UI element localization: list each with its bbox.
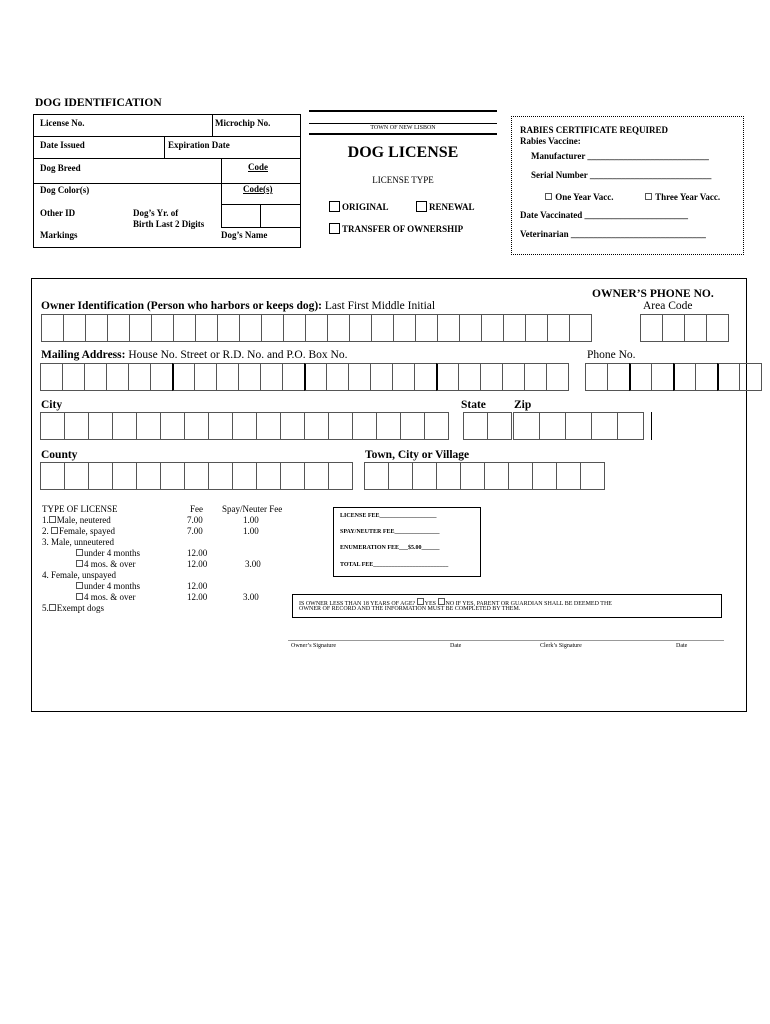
character-cell[interactable] [327,314,350,342]
fee-row-female-unspayed: 4. Female, unspayed [42,570,116,580]
total-fee-field[interactable]: TOTAL FEE_________________________ [340,562,449,568]
character-cell[interactable] [40,363,63,391]
character-cell[interactable] [256,462,281,490]
owners-phone-heading: OWNER’S PHONE NO. [592,288,714,300]
character-cell[interactable] [208,412,233,440]
other-id-label[interactable]: Other ID [40,208,76,218]
character-cell[interactable] [40,462,65,490]
fee-value: 12.00 [187,581,208,591]
zip-cells[interactable] [513,412,643,440]
spay-value: 3.00 [243,592,259,602]
expiration-date-label[interactable]: Expiration Date [168,140,230,150]
character-cell[interactable] [160,412,185,440]
serial-number-field[interactable]: Serial Number ___________________________ [531,170,712,180]
exempt-checkbox[interactable] [49,604,56,611]
fee-value: 12.00 [187,548,208,558]
character-cell[interactable] [107,314,130,342]
character-cell[interactable] [565,412,592,440]
markings-label[interactable]: Markings [40,230,78,240]
clerk-signature-label[interactable]: Clerk’s Signature [540,643,582,649]
character-cell[interactable] [739,363,762,391]
area-code-label: Area Code [643,300,693,312]
character-cell[interactable] [85,314,108,342]
county-cells[interactable] [40,462,352,490]
one-year-vacc-option[interactable]: One Year Vacc. [545,192,614,202]
character-cell[interactable] [63,314,86,342]
character-cell[interactable] [217,314,240,342]
character-cell[interactable] [591,412,618,440]
one-year-checkbox[interactable] [545,193,552,200]
character-cell[interactable] [261,314,284,342]
type-of-license-heading: TYPE OF LICENSE [42,504,118,514]
renewal-option[interactable]: RENEWAL [416,201,475,212]
character-cell[interactable] [480,363,503,391]
character-cell[interactable] [128,363,151,391]
fee-value: 7.00 [187,515,203,525]
character-cell[interactable] [400,412,425,440]
fee-value: 12.00 [187,592,208,602]
state-cells[interactable] [463,412,511,440]
male-under-4-checkbox[interactable] [76,549,83,556]
license-no-label[interactable]: License No. [40,118,85,128]
character-cell[interactable] [436,363,459,391]
character-cell[interactable] [328,412,353,440]
original-checkbox[interactable] [329,201,340,212]
character-cell[interactable] [283,314,306,342]
character-cell[interactable] [424,412,449,440]
fee-row-male-unneutered: 3. Male, unneutered [42,537,114,547]
state-label: State [461,399,486,411]
mailing-address-cells[interactable] [40,363,568,391]
character-cell[interactable] [415,314,438,342]
character-cell[interactable] [695,363,718,391]
male-4-over-checkbox[interactable] [76,560,83,567]
character-cell[interactable] [607,363,630,391]
dog-breed-label[interactable]: Dog Breed [40,163,81,173]
female-under-4-months[interactable]: under 4 months [76,581,140,591]
city-cells[interactable] [40,412,448,440]
fee-value: 12.00 [187,559,208,569]
character-cell[interactable] [304,412,329,440]
character-cell[interactable] [160,462,185,490]
character-cell[interactable] [370,363,393,391]
age-notice-line2: OWNER OF RECORD AND THE INFORMATION MUST BE COMPLETED BY THEM. [299,606,521,612]
character-cell[interactable] [376,412,401,440]
character-cell[interactable] [282,363,305,391]
character-cell[interactable] [487,412,512,440]
character-cell[interactable] [239,314,262,342]
character-cell[interactable] [412,462,437,490]
male-neutered-checkbox[interactable] [49,516,56,523]
character-cell[interactable] [502,363,525,391]
date-vaccinated-field[interactable]: Date Vaccinated _______________________ [520,210,688,220]
character-cell[interactable] [195,314,218,342]
character-cell[interactable] [129,314,152,342]
character-cell[interactable] [40,412,65,440]
microchip-no-label[interactable]: Microchip No. [215,118,271,128]
owner-identification-label: Owner Identification (Person who harbors or keeps dog): Last First Middle Initial [41,300,436,312]
code-label[interactable]: Code [248,162,268,172]
character-cell[interactable] [112,462,137,490]
renewal-checkbox[interactable] [416,201,427,212]
character-cell[interactable] [546,363,569,391]
owner-signature-label[interactable]: Owner’s Signature [291,643,337,649]
character-cell[interactable] [706,314,729,342]
character-cell[interactable] [172,363,195,391]
character-cell[interactable] [280,462,305,490]
veterinarian-field[interactable]: Veterinarian ______________________________ [520,229,706,239]
male-4-months-over[interactable]: 4 mos. & over [76,559,136,569]
character-cell[interactable] [150,363,173,391]
clerk-date-label[interactable]: Date [676,643,688,649]
dog-license-title: DOG LICENSE [347,144,459,161]
character-cell[interactable] [717,363,740,391]
character-cell[interactable] [151,314,174,342]
character-cell[interactable] [459,314,482,342]
three-year-checkbox[interactable] [645,193,652,200]
town-name: TOWN OF NEW LISBON [370,125,436,131]
dog-colors-label[interactable]: Dog Color(s) [40,185,90,195]
character-cell[interactable] [585,363,608,391]
age-yes-checkbox[interactable] [417,598,424,605]
character-cell[interactable] [651,363,674,391]
character-cell[interactable] [256,412,281,440]
character-cell[interactable] [41,314,64,342]
age-notice-line1: IS OWNER LESS THAN 18 YEARS OF AGE? YES NO IF YES, PARENT OR GUARDIAN SHALL BE DEEMED THE [299,598,612,607]
transfer-option[interactable]: TRANSFER OF OWNERSHIP [329,223,463,234]
character-cell[interactable] [238,363,261,391]
dogs-name-label[interactable]: Dog’s Name [221,230,268,240]
character-cell[interactable] [184,412,209,440]
codes-label[interactable]: Code(s) [243,184,273,194]
spay-value: 1.00 [243,526,259,536]
character-cell[interactable] [556,462,581,490]
age-no-checkbox[interactable] [438,598,445,605]
character-cell[interactable] [484,462,509,490]
character-cell[interactable] [328,462,353,490]
female-under-4-checkbox[interactable] [76,582,83,589]
date-issued-label[interactable]: Date Issued [40,140,85,150]
character-cell[interactable] [84,363,107,391]
character-cell[interactable] [371,314,394,342]
owner-section [31,278,747,712]
rabies-heading: RABIES CERTIFICATE REQUIRED [520,125,669,135]
dog-birth-year-label-2: Birth Last 2 Digits [133,219,205,229]
character-cell[interactable] [348,363,371,391]
character-cell[interactable] [539,412,566,440]
character-cell[interactable] [88,462,113,490]
character-cell[interactable] [136,412,161,440]
character-cell[interactable] [62,363,85,391]
character-cell[interactable] [349,314,372,342]
character-cell[interactable] [326,363,349,391]
character-cell[interactable] [232,462,257,490]
character-cell[interactable] [617,412,644,440]
fee-row-exempt[interactable]: 5. Exempt dogs [42,603,104,613]
character-cell[interactable] [364,462,389,490]
character-cell[interactable] [640,314,663,342]
dog-birth-year-label-1: Dog’s Yr. of [133,208,179,218]
fee-row-female-spayed[interactable]: 2. Female, spayed [42,526,115,536]
character-cell[interactable] [305,314,328,342]
character-cell[interactable] [393,314,416,342]
original-option[interactable]: ORIGINAL [329,201,389,212]
character-cell[interactable] [673,363,696,391]
area-code-cells[interactable] [640,314,728,342]
owner-date-label[interactable]: Date [450,643,462,649]
character-cell[interactable] [580,462,605,490]
character-cell[interactable] [64,412,89,440]
character-cell[interactable] [106,363,129,391]
mailing-address-label: Mailing Address: House No. Street or R.D. No. and P.O. Box No. [41,349,348,361]
character-cell[interactable] [569,314,592,342]
character-cell[interactable] [232,412,257,440]
owner-name-cells[interactable] [41,314,591,342]
county-label: County [41,449,78,461]
fee-row-male-neutered[interactable]: 1. Male, neutered [42,515,111,525]
character-cell[interactable] [388,462,413,490]
character-cell[interactable] [508,462,533,490]
male-under-4-months[interactable]: under 4 months [76,548,140,558]
character-cell[interactable] [525,314,548,342]
character-cell[interactable] [662,314,685,342]
character-cell[interactable] [513,412,540,440]
license-fee-field[interactable]: LICENSE FEE___________________ [340,513,437,519]
character-cell[interactable] [532,462,557,490]
town-city-village-label: Town, City or Village [365,449,470,461]
spay-value: 1.00 [243,515,259,525]
character-cell[interactable] [503,314,526,342]
character-cell[interactable] [481,314,504,342]
character-cell[interactable] [304,462,329,490]
spay-neuter-fee-field[interactable]: SPAY/NEUTER FEE_______________ [340,529,440,535]
female-4-over-checkbox[interactable] [76,593,83,600]
phone-no-label: Phone No. [587,349,636,361]
character-cell[interactable] [208,462,233,490]
spay-neuter-heading: Spay/Neuter Fee [222,504,283,514]
character-cell[interactable] [352,412,377,440]
enumeration-fee-field[interactable]: ENUMERATION FEE___$5.00______ [340,545,440,551]
character-cell[interactable] [280,412,305,440]
manufacturer-field[interactable]: Manufacturer ___________________________ [531,151,709,161]
character-cell[interactable] [629,363,652,391]
female-4-months-over[interactable]: 4 mos. & over [76,592,136,602]
town-cells[interactable] [364,462,604,490]
character-cell[interactable] [216,363,239,391]
character-cell[interactable] [524,363,547,391]
dog-identification-heading: DOG IDENTIFICATION [35,97,162,109]
character-cell[interactable] [173,314,196,342]
character-cell[interactable] [547,314,570,342]
three-year-vacc-option[interactable]: Three Year Vacc. [645,192,720,202]
fee-value: 7.00 [187,526,203,536]
character-cell[interactable] [304,363,327,391]
character-cell[interactable] [88,412,113,440]
character-cell[interactable] [436,462,461,490]
rabies-vaccine-label: Rabies Vaccine: [520,136,581,146]
character-cell[interactable] [437,314,460,342]
character-cell[interactable] [463,412,488,440]
fee-heading: Fee [190,504,203,514]
character-cell[interactable] [458,363,481,391]
character-cell[interactable] [194,363,217,391]
character-cell[interactable] [414,363,437,391]
character-cell[interactable] [64,462,89,490]
character-cell[interactable] [684,314,707,342]
character-cell[interactable] [112,412,137,440]
city-label: City [41,399,63,411]
character-cell[interactable] [392,363,415,391]
character-cell[interactable] [136,462,161,490]
character-cell[interactable] [184,462,209,490]
transfer-checkbox[interactable] [329,223,340,234]
license-type-label: LICENSE TYPE [372,175,434,185]
phone-number-cells[interactable] [585,363,761,391]
female-spayed-checkbox[interactable] [51,527,58,534]
character-cell[interactable] [460,462,485,490]
zip-label: Zip [514,399,532,411]
spay-value: 3.00 [245,559,261,569]
character-cell[interactable] [260,363,283,391]
